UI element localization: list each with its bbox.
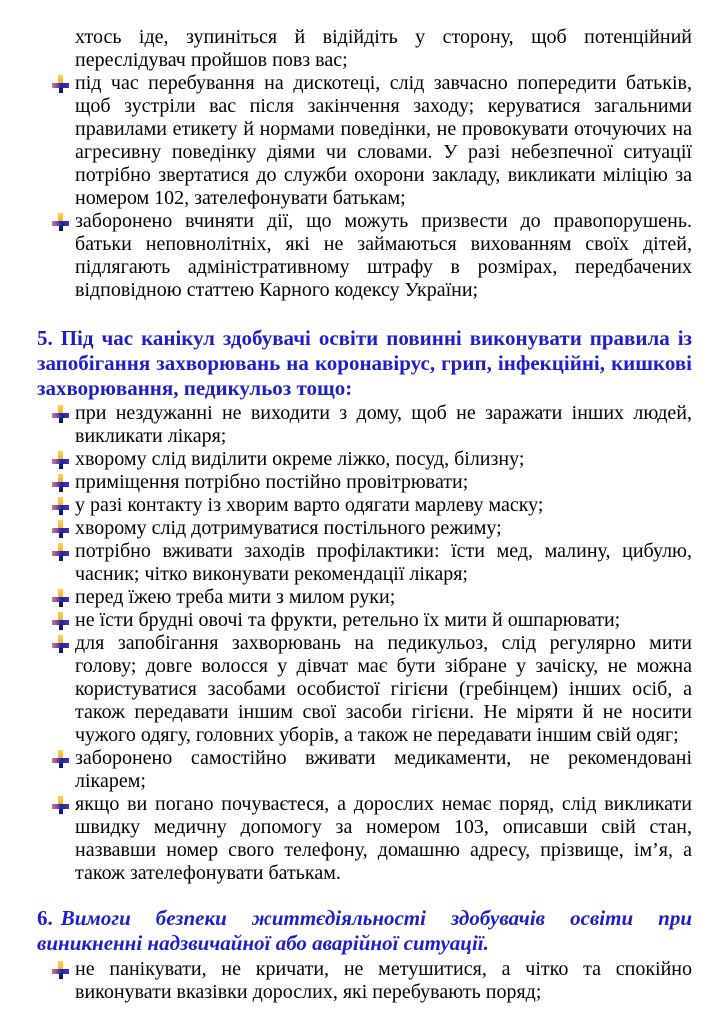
down-arrow-bullet-icon [52,750,69,768]
list-item [37,632,692,747]
list-item-text: не панікувати, не кричати, не метушитися, а чітко та спокійно виконувати вказівки дорослих, які перебувають поряд; [75,958,692,1003]
section-6-heading [37,906,692,956]
section-6-rules-list [37,958,692,1004]
general-rules-list [37,72,692,302]
down-arrow-bullet-icon [52,497,69,515]
section-5-rules-list [37,402,692,885]
list-item-text: перед їжею треба мити з милом руки; [75,586,396,608]
list-item-text: при нездужанні не виходити з дому, щоб не заражати інших людей, викликати лікаря; [75,402,692,447]
list-item-text: для запобігання захворювань на педикульоз, слід регулярно мити голову; довге волосся у дівчат має бути зібране у зачіску, не можна користуватися засобами особистої гігієни (гребінцем) інших осіб, а також передавати іншим свої засоби гігієни. Не міряти й не носити чужого одягу, головних уборів, а також не передавати іншим свій одяг; [75,632,692,746]
list-item [37,747,692,793]
list-item-text: у разі контакту із хворим варто одягати марлеву маску; [75,494,544,516]
list-item-text: якщо ви погано почуваєтеся, а дорослих немає поряд, слід викликати швидку медичну допомогу за номером 103, описавши свій стан, назвавши номер свого телефону, домашню адресу, прізвище, ім’я, а також зателефонувати батькам. [75,793,692,884]
list-item-text: приміщення потрібно постійно провітрювати; [75,471,469,493]
list-item-text: хворому слід виділити окреме ліжко, посуд, білизну; [75,448,525,470]
list-item [37,958,692,1004]
list-item [37,448,692,471]
list-item [37,586,692,609]
section-6-number: 6. [37,906,53,930]
list-item-text: хворому слід дотримуватися постільного режиму; [75,517,502,539]
down-arrow-bullet-icon [52,405,69,423]
down-arrow-bullet-icon [52,961,69,979]
list-item [37,210,692,302]
list-item [37,402,692,448]
down-arrow-bullet-icon [52,520,69,538]
down-arrow-bullet-icon [52,474,69,492]
list-item-text: не їсти брудні овочі та фрукти, ретельно їх мити й ошпарювати; [75,609,621,631]
list-item-text: під час перебування на дискотеці, слід завчасно попередити батьків, щоб зустріли вас після закінчення заходу; керуватися загальними правилами етикету й нормами поведінки, не провокувати оточуючих на агресивну поведінку діями чи словами. У разі небезпечної ситуації потрібно звертатися до служби охорони закладу, викликати міліцію за номером 102, зателефонувати батькам; [75,72,692,209]
section-5-heading: 5. Під час канікул здобувачі освіти повинні виконувати правила із запобігання захворювань на коронавірус, грип, інфекційні, кишкові захворювання, педикульоз тощо: [37,326,692,400]
list-item [37,72,692,210]
list-item [37,517,692,540]
down-arrow-bullet-icon [52,451,69,469]
down-arrow-bullet-icon [52,75,69,93]
list-item [37,471,692,494]
down-arrow-bullet-icon [52,796,69,814]
section-6-title: Вимоги безпеки життєдіяльності здобувачів освіти при виникненні надзвичайної або аварійної ситуації. [37,906,692,955]
down-arrow-bullet-icon [52,635,69,653]
down-arrow-bullet-icon [52,589,69,607]
down-arrow-bullet-icon [52,543,69,561]
continuation-paragraph: хтось іде, зупиніться й відійдіть у сторону, щоб потенційний переслідувач пройшов повз вас; [75,26,692,71]
list-item-text: потрібно вживати заходів профілактики: їсти мед, малину, цибулю, часник; чітко виконувати рекомендації лікаря; [75,540,692,585]
down-arrow-bullet-icon [52,612,69,630]
list-item [37,494,692,517]
down-arrow-bullet-icon [52,213,69,231]
list-item-text: заборонено вчиняти дії, що можуть призвести до правопорушень. батьки неповнолітніх, які не займаються вихованням своїх дітей, підлягають адміністративному штрафу в розмірах, передбачених відповідною статтею Карного кодексу України; [75,210,692,301]
list-item [37,793,692,885]
list-item-text: заборонено самостійно вживати медикаменти, не рекомендовані лікарем; [75,747,692,792]
list-item [37,609,692,632]
list-item [37,540,692,586]
